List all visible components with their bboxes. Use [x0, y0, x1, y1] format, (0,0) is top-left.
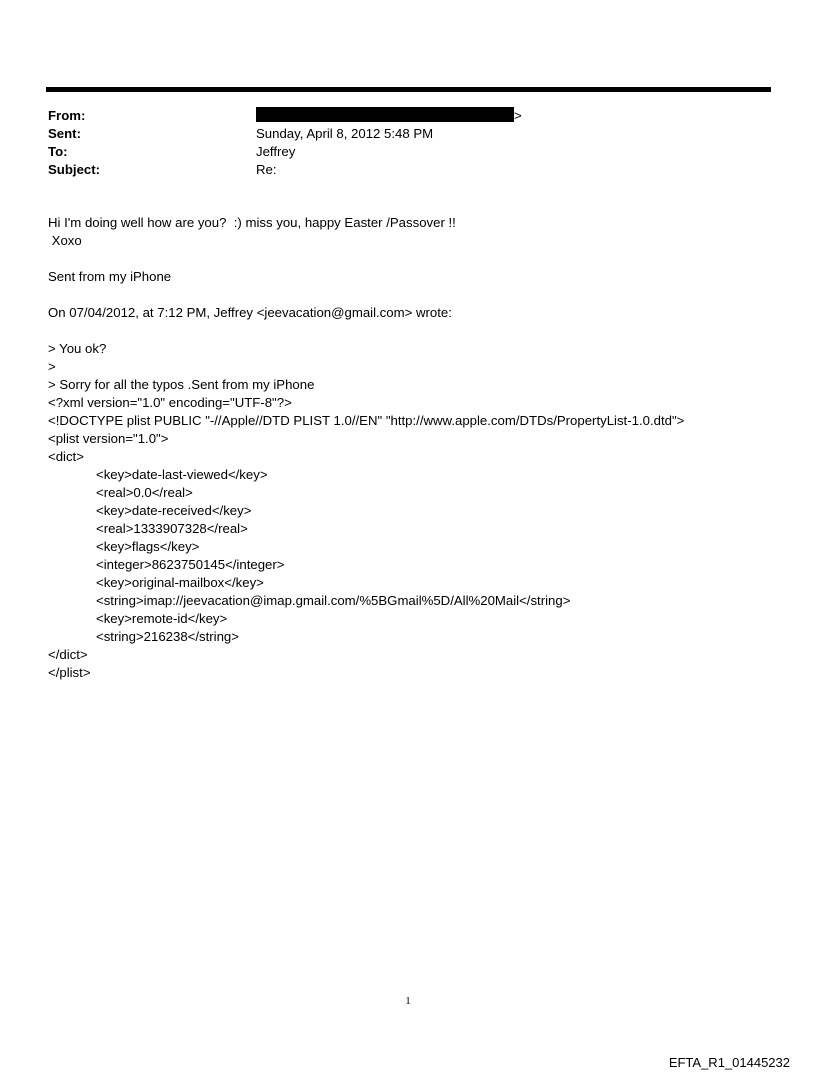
quoted-line: > You ok? — [48, 341, 107, 356]
signature-line: Sent from my iPhone — [48, 269, 172, 284]
from-suffix: > — [514, 108, 522, 123]
redaction-block — [256, 107, 514, 122]
plist-entry: <key>original-mailbox</key> — [96, 575, 264, 590]
plist-line: </plist> — [48, 665, 91, 680]
plist-entry: <key>flags</key> — [96, 539, 200, 554]
subject-value: Re: — [256, 162, 277, 177]
to-label: To: — [48, 144, 68, 159]
sent-value: Sunday, April 8, 2012 5:48 PM — [256, 126, 434, 141]
plist-line: <!DOCTYPE plist PUBLIC "-//Apple//DTD PLIST 1.0//EN" "http://www.apple.com/DTDs/PropertyList-1.0.dtd"> — [48, 413, 685, 428]
document-id: EFTA_R1_01445232 — [668, 1055, 790, 1070]
plist-entry: <real>0.0</real> — [96, 485, 193, 500]
plist-entry: <integer>8623750145</integer> — [96, 557, 285, 572]
quoted-line: > — [48, 359, 56, 374]
top-rule — [46, 87, 771, 92]
from-value — [256, 107, 522, 125]
sent-label: Sent: — [48, 126, 81, 141]
signoff-line: Xoxo — [48, 233, 82, 248]
plist-line: <dict> — [48, 449, 84, 464]
plist-entry: <key>date-last-viewed</key> — [96, 467, 268, 482]
plist-line: <plist version="1.0"> — [48, 431, 169, 446]
plist-entry: <key>date-received</key> — [96, 503, 252, 518]
subject-label: Subject: — [48, 162, 101, 177]
from-label: From: — [48, 108, 86, 123]
page-number: 1 — [405, 995, 411, 1007]
plist-entry: <key>remote-id</key> — [96, 611, 228, 626]
plist-line: <?xml version="1.0" encoding="UTF-8"?> — [48, 395, 292, 410]
plist-entry: <real>1333907328</real> — [96, 521, 248, 536]
email-body — [48, 214, 768, 682]
greeting-line: Hi I'm doing well how are you? :) miss you, happy Easter /Passover !! — [48, 215, 456, 230]
plist-entry: <string>imap://jeevacation@imap.gmail.com/%5BGmail%5D/All%20Mail</string> — [96, 593, 571, 608]
to-value: Jeffrey — [256, 144, 296, 159]
plist-entry: <string>216238</string> — [96, 629, 239, 644]
quote-intro-line: On 07/04/2012, at 7:12 PM, Jeffrey <jeevacation@gmail.com> wrote: — [48, 305, 452, 320]
quoted-line: > Sorry for all the typos .Sent from my iPhone — [48, 377, 315, 392]
plist-line: </dict> — [48, 647, 88, 662]
